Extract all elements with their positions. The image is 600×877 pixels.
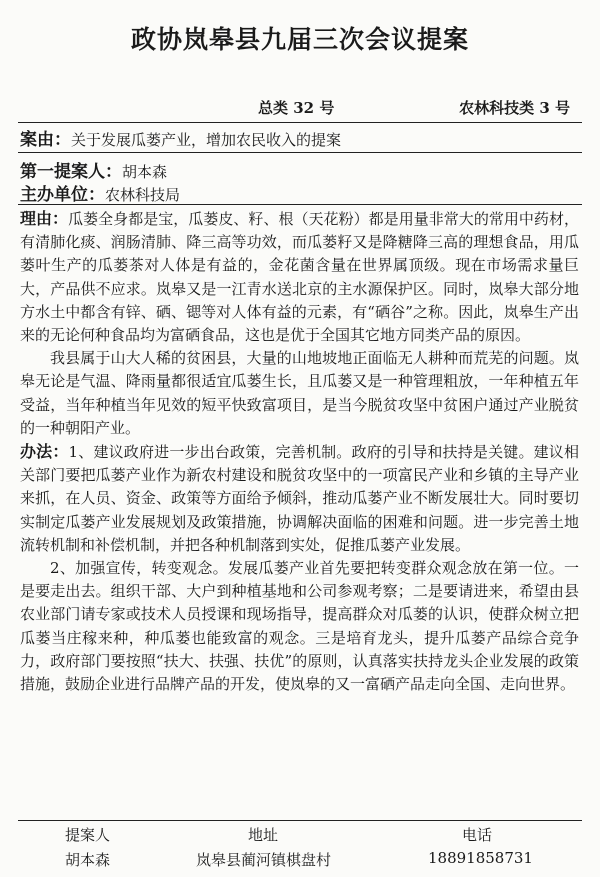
- footer-proposer-label: 提案人: [65, 826, 111, 844]
- proposal-body: [20, 207, 579, 696]
- footer-phone-value: 18891858731: [428, 849, 533, 867]
- case-label: 案由：: [20, 130, 71, 150]
- method-paragraph-2: 2、加强宣传，转变观念。发展瓜蒌产业首先要把转变群众观念放在第一位。一是要走出去。组织干部、大户到种植基地和公司参观考察；二是要请进来，希望由县农业部门请专家或技术人员授课和现场指导，提高群众对瓜蒌的认识，使群众树立把瓜蒌当庄稼来种，种瓜蒌也能致富的观念。三是培育龙头，提升瓜蒌产品综合竞争力，政府部门要按照“扶大、扶强、扶优”的原则，认真落实扶持龙头企业发展的政策措施，鼓励企业进行品牌产品的开发，使岚皋的又一富硒产品走向全国、走向世界。: [20, 559, 579, 694]
- footer-phone-label: 电话: [462, 826, 493, 844]
- document-title: 政协岚皋县九届三次会议提案: [130, 25, 469, 54]
- category-number: 农林科技类 3 号: [459, 99, 570, 117]
- host-row: [20, 180, 580, 205]
- footer-address-label: 地址: [248, 826, 279, 844]
- case-row: [20, 125, 580, 150]
- general-number: 总类 32 号: [258, 99, 335, 117]
- reason-label: 理由：: [20, 209, 69, 228]
- reason-paragraph-2: 我县属于山大人稀的贫困县，大量的山地坡地正面临无人耕种而荒芜的问题。岚皋无论是气温、降雨量都很适宜瓜蒌生长，且瓜蒌又是一种管理粗放，一年种植五年受益，当年种植当年见效的短平快致富项目，是当今脱贫攻坚中贫困户通过产业脱贫的一种朝阳产业。: [20, 349, 579, 437]
- method-text-1: 1、建议政府进一步出台政策，完善机制。政府的引导和扶持是关键。建议相关部门要把瓜蒌产业作为新农村建设和脱贫攻坚中的一项富民产业和乡镇的主导产业来抓，在人员、资金、政策等方面给予倾斜，推动瓜蒌产业不断发展壮大。同时要切实制定瓜蒌产业发展规划及政策措施，协调解决面临的困难和问题。进一步完善土地流转机制和补偿机制，并把各种机制落到实处，促推瓜蒌产业发展。: [20, 443, 579, 554]
- divider: [18, 122, 582, 123]
- host-label: 主办单位：: [20, 185, 105, 205]
- footer-address-value: 岚皋县蔺河镇棋盘村: [196, 851, 332, 869]
- reason-text-1: 瓜蒌全身都是宝，瓜蒌皮、籽、根（天花粉）都是用量非常大的常用中药材，有清肺化痰、润肠清肺、降三高等功效，而瓜蒌籽又是降糖降三高的理想食品，用瓜蒌叶生产的瓜蒌茶对人体是有益的，金花菌含量在世界属顶级。现在市场需求量巨大，产品供不应求。岚皋又是一江青水送北京的主水源保护区。同时，岚皋大部分地方水土中都含有锌、硒、锶等对人体有益的元素，有“硒谷”之称。因此，岚皋生产出来的无论何种食品均为富硒食品，这也是优于全国其它地方同类产品的原因。: [20, 210, 579, 345]
- proposer-name: 胡本森: [122, 163, 168, 181]
- reason-paragraph: [20, 207, 579, 347]
- proposer-label: 第一提案人：: [20, 162, 122, 182]
- method-label: 办法：: [20, 442, 69, 462]
- footer-proposer-value: 胡本森: [65, 851, 111, 869]
- proposer-row: [20, 157, 580, 182]
- case-text: 关于发展瓜蒌产业，增加农民收入的提案: [71, 131, 342, 149]
- footer-divider: [18, 820, 582, 821]
- divider: [18, 204, 582, 205]
- method-paragraph: [20, 440, 579, 557]
- divider: [18, 152, 582, 153]
- host-name: 农林科技局: [105, 186, 181, 204]
